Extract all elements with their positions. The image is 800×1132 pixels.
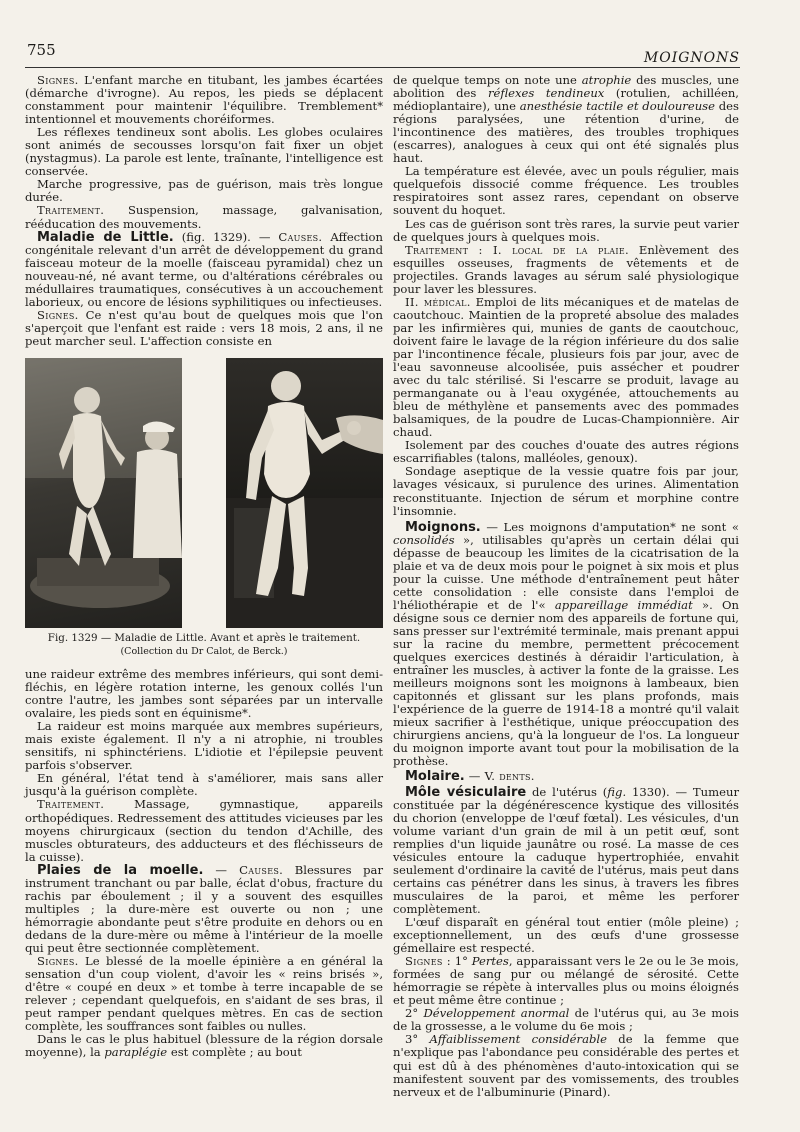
figure-caption bbox=[25, 632, 383, 658]
photo-after-treatment bbox=[226, 358, 383, 628]
entry-mole: Môle vésiculaire de l'utérus (fig. 1330). — Tumeur constituée par la dégénérescence kystique des villosités du chorion (enveloppe de l'œuf fœtal). Les vésicules, d'un volume variant d'un grain de mil à un petit œuf, sont remplies d'un liquide jaunâtre ou rosé. La masse de ces vésicules entoure la caduque hypertrophiée, envahit seulement d'ordinaire la cavité de l'utérus, mais peut dans certains cas pénétrer dans les sinus, à travers les fibres musculaires de la paroi, et même les perforer complètement. bbox=[393, 784, 739, 916]
paragraph: II. médical. Emploi de lits mécaniques et de matelas de caoutchouc. Maintien de la propreté absolue des malades par les infirmières qui, munies de gants de caoutchouc, doivent faire le lavage de la région inférieure du dos salie par l'incontinence fécale, plusieurs fois par jour, avec de l'eau savonneuse alcoolisée, puis assécher et poudrer avec du talc stérilisé. Si l'escarre se produit, lavage au permanganate ou à l'eau oxygénée, attouchements au bleu de méthylène et pansements avec des pommades balsamiques, de la poudre de Lucas-Championnière. Air chaud. bbox=[393, 294, 740, 440]
entry-heading: Plaies de la moelle. bbox=[37, 862, 204, 878]
photo-before-treatment bbox=[25, 358, 182, 628]
paragraph: 2° Développement anormal de l'utérus qui, au 3e mois de la grossesse, a le volume du 6e mois ; bbox=[393, 1006, 739, 1034]
paragraph: En général, l'état tend à s'améliorer, mais sans aller jusqu'à la guérison complète. bbox=[25, 771, 383, 799]
paragraph: 3° Affaiblissement considérable de la femme que n'explique pas l'abondance peu considérable des pertes et qui est dû à des phénomènes d'auto-intoxication qui se manifestent souvent par des vomissements, des troubles nerveux et de l'albuminurie (Pinard). bbox=[393, 1032, 739, 1099]
paragraph: Signes. Ce n'est qu'au bout de quelques mois que l'on s'aperçoit que l'enfant est raide : vers 18 mois, 2 ans, il ne peut marcher seul. L'affection consiste en bbox=[25, 307, 383, 348]
page-number: 755 bbox=[27, 41, 56, 59]
paragraph: La température est élevée, avec un pouls régulier, mais quelquefois dissocié comme fréquence. Les troubles respiratoires sont assez rares, cependant on observe souvent du hoquet. bbox=[393, 164, 739, 218]
paragraph: Signes. L'enfant marche en titubant, les jambes écartées (démarche d'ivrogne). Au repos, les pieds se déplacent constamment pour maintenir l'équilibre. Tremblement* intentionnel et mouvements choréiformes. bbox=[25, 73, 383, 127]
paragraph: Traitement : I. local de la plaie. Enlèvement des esquilles osseuses, fragments de vêtements et de projectiles. Grands lavages au sérum salé physiologique pour laver les blessures. bbox=[393, 242, 739, 296]
figure-1329 bbox=[25, 358, 383, 628]
paragraph: Signes. Le blessé de la moelle épinière a en général la sensation d'un coup violent, d'avoir les « reins brisés », d'être « coupé en deux » et tombe à terre incapable de se relever ; cependant quelquefois, en s'aidant de ses bras, il peut ramper pendant quelques mètres. En cas de section complète, les souffrances sont faibles ou nulles. bbox=[25, 954, 383, 1034]
right-column bbox=[393, 74, 739, 1099]
entry-heading: Moignons. bbox=[405, 519, 481, 535]
paragraph: La raideur est moins marquée aux membres supérieurs, mais existe également. Il n'y a ni atrophie, ni troubles sensitifs, ni sphinctériens. L'idiotie et l'épilepsie peuvent parfois s'observer. bbox=[25, 719, 383, 773]
paragraph: Les réflexes tendineux sont abolis. Les globes oculaires sont animés de secousses lorsqu'on fait fixer un objet (nystagmus). La parole est lente, traînante, l'intelligence est conservée. bbox=[25, 125, 383, 179]
paragraph: L'œuf disparaît en général tout entier (môle pleine) ; exceptionnellement, un des œufs d'une grossesse gémellaire est respecté. bbox=[393, 915, 739, 956]
paragraph: Dans le cas le plus habituel (blessure de la région dorsale moyenne), la paraplégie est complète ; au bout bbox=[25, 1032, 383, 1060]
entry-heading: Môle vésiculaire bbox=[405, 784, 527, 800]
entry-molaire: Molaire. — V. dents. bbox=[405, 769, 535, 785]
header-rule bbox=[25, 67, 740, 68]
paragraph: Les cas de guérison sont très rares, la survie peut varier de quelques jours à quelques mois. bbox=[393, 216, 739, 244]
paragraph: une raideur extrême des membres inférieurs, qui sont demi-fléchis, en légère rotation interne, les genoux collés l'un contre l'autre, les jambes sont séparées par un intervalle ovalaire, les pieds sont en équinisme*. bbox=[25, 666, 383, 721]
paragraph: Isolement par des couches d'ouate des autres régions escarrifiables (talons, malléoles, genoux). bbox=[393, 438, 739, 466]
paragraph: Traitement. Suspension, massage, galvanisation, rééducation des mouvements. bbox=[25, 203, 383, 231]
entry-moignons: Moignons. — Les moignons d'amputation* ne sont « consolidés », utilisables qu'après un certain délai qui dépasse de beaucoup les limites de la cicatrisation de la plaie et va de deux mois pour le poignet à six mois et plus pour la cuisse. Une méthode d'entraînement peut hâter cette consolidation : elle consiste dans l'emploi de l'héliothérapie et de l'« appareillage immédiat ». On désigne sous ce dernier nom des appareils de fortune qui, sans presser sur l'extrémité terminale, mais prenant appui sur la racine du membre, permettent précocement quelques exercices destinés à déraidir l'articulation, à entraîner les muscles, à activer la fonte de la graisse. Les meilleurs moignons sont les moignons à lambeaux, bien capitonnés et glissant sur les plans profonds, mais l'expérience de la guerre de 1914-18 a montré qu'il valait mieux sacrifier à l'esthétique, unique préoccupation des chirurgiens anciens, qu'à la longueur de l'os. La longueur du moignon importe avant tout pour la mobilisation de la prothèse. bbox=[393, 519, 739, 769]
running-title: MOIGNONS bbox=[643, 50, 740, 66]
caption-label: Fig. 1329 — Maladie de Little. Avant et après le traitement. bbox=[47, 631, 361, 644]
paragraph: de quelque temps on note une atrophie des muscles, une abolition des réflexes tendineux (rotulien, achilléen, médioplantaire), une anesthésie tactile et douloureuse des régions paralysées, une rétention d'urine, de l'incontinence des matières, des troubles trophiques (escarres), analogues à ceux qui ont été signalés plus haut. bbox=[393, 73, 739, 166]
paragraph: Traitement. Massage, gymnastique, appareils orthopédiques. Redressement des attitudes vicieuses par les moyens chirurgicaux (section du tendon d'Achille, des muscles obturateurs, des adducteurs et des fléchisseurs de la cuisse). bbox=[25, 797, 383, 864]
paragraph: Signes : 1° Pertes, apparaissant vers le 2e ou le 3e mois, formées de sang pur ou mélangé de sérosité. Cette hémorragie se répète à intervalles plus ou moins éloignés et peut même être continue ; bbox=[393, 954, 739, 1008]
entry-heading: Maladie de Little. bbox=[37, 229, 174, 245]
entry-little: Maladie de Little. (fig. 1329). — Causes. Affection congénitale relevant d'un arrêt de développement du grand faisceau moteur de la moelle (faisceau pyramidal) chez un nouveau-né, né avant terme, ou d'altérations cérébrales ou médullaires traumatiques, consécutives à un accouchement laborieux, ou encore de lésions syphilitiques ou infectieuses. bbox=[25, 229, 383, 309]
entry-plaies: Plaies de la moelle. — Causes. Blessures par instrument tranchant ou par balle, éclat d'obus, fracture du rachis par éboulement ; il y a souvent des esquilles multiples ; la dure-mère est ouverte ou non ; une hémorragie abondante peut s'être produite en dehors ou en dedans de la dure-mère ou même à l'intérieur de la moelle qui peut être sectionnée complètement. bbox=[25, 862, 383, 955]
caption-credit: (Collection du Dr Calot, de Berck.) bbox=[120, 645, 288, 657]
paragraph: Sondage aseptique de la vessie quatre fois par jour, lavages vésicaux, si purulence des urines. Alimentation reconstituante. Injection de sérum et morphine contre l'insomnie. bbox=[393, 464, 739, 518]
entry-heading: Molaire. bbox=[405, 769, 465, 785]
paragraph: Marche progressive, pas de guérison, mais très longue durée. bbox=[25, 177, 383, 205]
left-column bbox=[25, 74, 383, 1059]
